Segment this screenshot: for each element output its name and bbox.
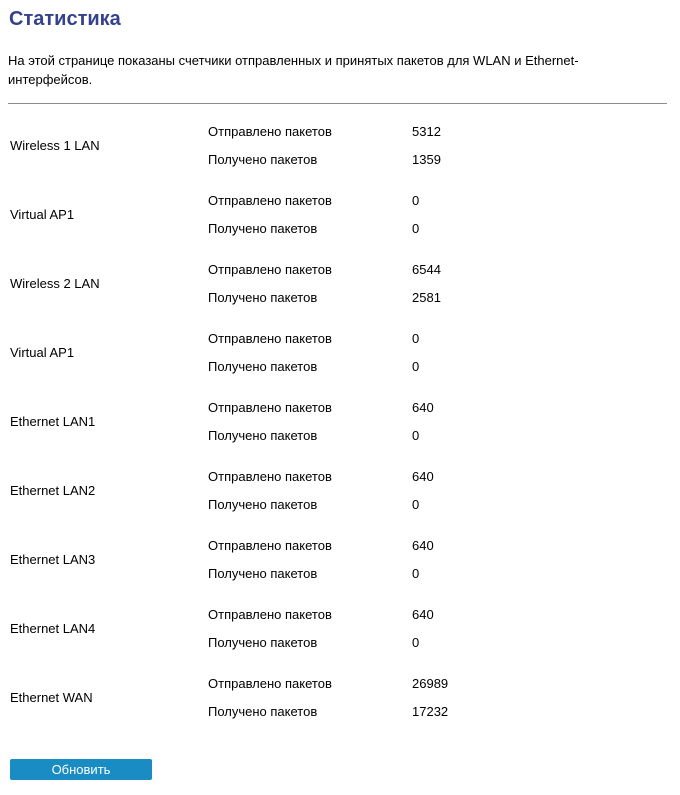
sent-packets-label: Отправлено пакетов [208, 123, 332, 139]
received-packets-label: Получено пакетов [208, 220, 318, 236]
received-packets-value: 0 [412, 634, 420, 650]
table-row [208, 255, 672, 283]
interface-name: Virtual AP1 [10, 206, 75, 222]
page-title: Статистика [9, 8, 121, 30]
interface-name: Ethernet LAN4 [10, 620, 96, 636]
sent-packets-label: Отправлено пакетов [208, 192, 332, 208]
interface-name: Ethernet WAN [10, 689, 93, 705]
sent-packets-label: Отправлено пакетов [208, 537, 332, 553]
interface-group-virtualap1-b [8, 324, 672, 380]
sent-packets-value: 0 [412, 192, 420, 208]
interface-group-wireless2lan [8, 255, 672, 311]
received-packets-value: 0 [412, 358, 420, 374]
page-description: На этой странице показаны счетчики отправленных и принятых пакетов для WLAN и Ethernet-интерфейсов. [8, 53, 579, 87]
received-packets-label: Получено пакетов [208, 151, 318, 167]
sent-packets-value: 0 [412, 330, 420, 346]
table-row [208, 559, 672, 587]
table-row [208, 628, 672, 656]
interface-name: Wireless 1 LAN [10, 137, 100, 153]
table-row [208, 283, 672, 311]
sent-packets-value: 26989 [412, 675, 449, 691]
sent-packets-label: Отправлено пакетов [208, 330, 332, 346]
table-row [208, 145, 672, 173]
interface-group-virtualap1-a [8, 186, 672, 242]
received-packets-label: Получено пакетов [208, 634, 318, 650]
interface-name: Ethernet LAN2 [10, 482, 96, 498]
sent-packets-label: Отправлено пакетов [208, 399, 332, 415]
sent-packets-value: 640 [412, 606, 434, 622]
interface-group-wireless1lan [8, 117, 672, 173]
interface-group-ethernetlan2 [8, 462, 672, 518]
sent-packets-label: Отправлено пакетов [208, 261, 332, 277]
table-row [208, 531, 672, 559]
table-row [208, 462, 672, 490]
interface-group-ethernetwan [8, 669, 672, 725]
sent-packets-label: Отправлено пакетов [208, 675, 332, 691]
button-bar [8, 759, 672, 780]
interface-group-ethernetlan4 [8, 600, 672, 656]
received-packets-value: 0 [412, 427, 420, 443]
sent-packets-label: Отправлено пакетов [208, 606, 332, 622]
sent-packets-value: 640 [412, 399, 434, 415]
refresh-button[interactable]: Обновить [10, 759, 152, 780]
statistics-table [8, 117, 672, 725]
received-packets-label: Получено пакетов [208, 703, 318, 719]
received-packets-value: 0 [412, 496, 420, 512]
table-row [208, 490, 672, 518]
sent-packets-label: Отправлено пакетов [208, 468, 332, 484]
received-packets-label: Получено пакетов [208, 496, 318, 512]
received-packets-value: 1359 [412, 151, 441, 167]
received-packets-label: Получено пакетов [208, 427, 318, 443]
table-row [208, 324, 672, 352]
received-packets-label: Получено пакетов [208, 565, 318, 581]
sent-packets-value: 5312 [412, 123, 441, 139]
sent-packets-value: 640 [412, 468, 434, 484]
table-row [208, 352, 672, 380]
interface-name: Ethernet LAN1 [10, 413, 96, 429]
table-row [208, 393, 672, 421]
table-row [208, 697, 672, 725]
interface-name: Virtual AP1 [10, 344, 75, 360]
sent-packets-value: 6544 [412, 261, 441, 277]
received-packets-value: 2581 [412, 289, 441, 305]
interface-group-ethernetlan1 [8, 393, 672, 449]
received-packets-value: 17232 [412, 703, 449, 719]
interface-name: Wireless 2 LAN [10, 275, 100, 291]
table-row [208, 669, 672, 697]
received-packets-value: 0 [412, 220, 420, 236]
table-row [208, 186, 672, 214]
interface-group-ethernetlan3 [8, 531, 672, 587]
interface-name: Ethernet LAN3 [10, 551, 96, 567]
received-packets-value: 0 [412, 565, 420, 581]
table-row [208, 214, 672, 242]
table-row [208, 421, 672, 449]
table-row [208, 117, 672, 145]
divider [8, 103, 667, 104]
received-packets-label: Получено пакетов [208, 358, 318, 374]
sent-packets-value: 640 [412, 537, 434, 553]
table-row [208, 600, 672, 628]
received-packets-label: Получено пакетов [208, 289, 318, 305]
